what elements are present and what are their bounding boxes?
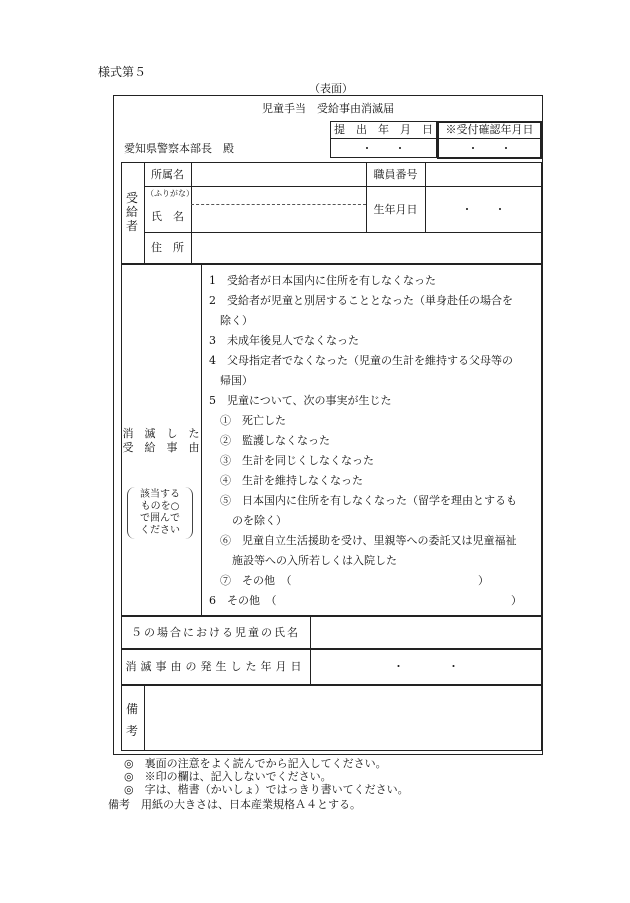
reasons-label-line2: 受 給 事 由 <box>122 441 200 454</box>
submission-date-label: 提 出 年 月 日 <box>334 123 433 136</box>
reason-item-5-7-close: ） <box>478 574 489 587</box>
reason-item-5-6[interactable]: ⑥ 児童自立生活援助を受け、里親等への委託又は児童福祉 <box>220 534 517 547</box>
instruction-line: ください <box>140 525 180 536</box>
reason-item-6[interactable]: 6 その他 （ <box>209 594 277 607</box>
addressee: 愛知県警察本部長 殿 <box>124 142 234 155</box>
staff-number-label: 職員番号 <box>373 168 418 181</box>
affiliation-label: 所属名 <box>151 168 184 181</box>
reason-item-4-cont: 帰国） <box>220 374 253 387</box>
reason-item-5-4[interactable]: ④ 生計を維持しなくなった <box>220 474 363 487</box>
instruction-line: 該当する <box>140 489 180 500</box>
remarks-row <box>121 685 542 751</box>
receipt-date-value: ・ ・ <box>467 142 512 155</box>
reason-item-5-7[interactable]: ⑦ その他 （ <box>220 574 292 587</box>
reason-item-1[interactable]: 1 受給者が日本国内に住所を有しなくなった <box>209 274 436 287</box>
note-line: ◎ ※印の欄は、記入しないでください。 <box>124 770 332 783</box>
furigana-label: （ふりがな） <box>146 189 194 198</box>
recipient-section-label: 受給者 <box>125 191 138 233</box>
reason-item-5-6-cont: 施設等への入所若しくは入院した <box>232 554 397 567</box>
form-number: 様式第５ <box>98 65 147 79</box>
reason-item-6-close: ） <box>511 594 522 607</box>
note-line: ◎ 字は、楷書（かいしょ）ではっきり書いてください。 <box>124 783 409 796</box>
reason-item-5-2[interactable]: ② 監護しなくなった <box>220 434 330 447</box>
reason-item-4[interactable]: 4 父母指定者でなくなった（児童の生計を維持する父母等の <box>209 354 513 367</box>
note-line: ◎ 裏面の注意をよく読んでから記入してください。 <box>124 757 387 770</box>
submission-date-value[interactable]: ・ ・ <box>361 142 406 155</box>
instruction-line: ものを○ <box>140 501 180 512</box>
address-label: 住 所 <box>151 241 184 254</box>
reason-item-5-5-cont: のを除く） <box>232 514 287 527</box>
form-title: 児童手当 受給事由消滅届 <box>262 102 394 115</box>
occurrence-date-label: 消滅事由の発生した年月日 <box>125 660 306 673</box>
birthdate-value[interactable]: ・ ・ <box>461 203 506 216</box>
reason-item-2[interactable]: 2 受給者が児童と別居することとなった（単身赴任の場合を <box>209 294 513 307</box>
reason-item-5-1[interactable]: ① 死亡した <box>220 414 286 427</box>
reason-item-2-cont: 除く） <box>220 314 253 327</box>
reason-item-5-3[interactable]: ③ 生計を同じくしなくなった <box>220 454 374 467</box>
reason-item-5[interactable]: 5 児童について、次の事実が生じた <box>209 394 392 407</box>
child-name-label: ５の場合における児童の氏名 <box>131 626 300 639</box>
reason-item-5-5[interactable]: ⑤ 日本国内に住所を有しなくなった（留学を理由とするも <box>220 494 517 507</box>
side-label: （表面） <box>309 82 353 95</box>
birthdate-label: 生年月日 <box>373 203 418 216</box>
reason-item-3[interactable]: 3 未成年後見人でなくなった <box>209 334 359 347</box>
reasons-label-line1: 消 滅 し た <box>122 427 200 440</box>
instruction-line: で囲んで <box>140 513 180 524</box>
name-label: 氏 名 <box>151 210 184 223</box>
occurrence-date-value[interactable]: ・ ・ <box>393 660 459 673</box>
receipt-date-label: ※受付確認年月日 <box>445 123 534 136</box>
footer-note: 備考 用紙の大きさは、日本産業規格Ａ４とする。 <box>108 798 361 811</box>
remarks-label: 備考 <box>125 702 138 738</box>
